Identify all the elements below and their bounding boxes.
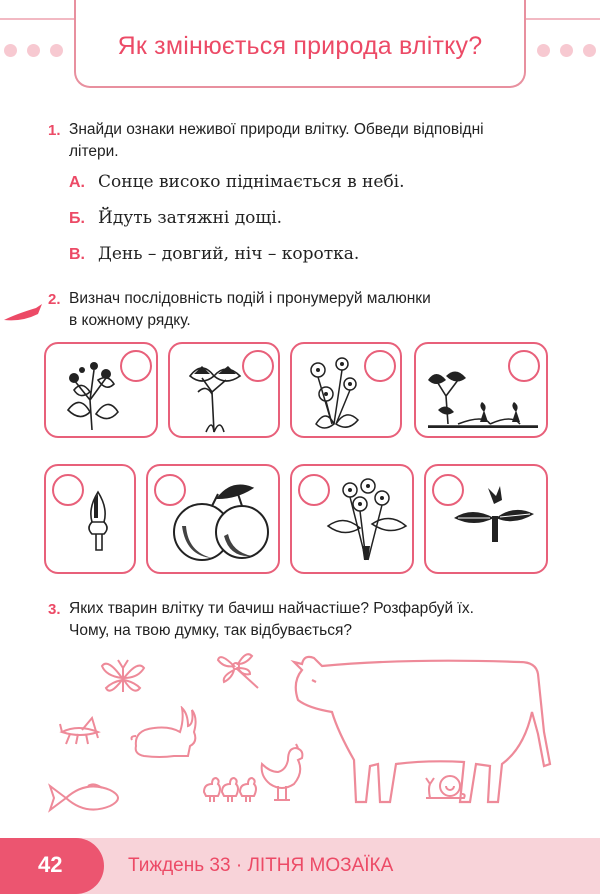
page-title: Як змінюється природа влітку? — [117, 32, 483, 60]
task2-text-line2: в кожному рядку. — [69, 312, 191, 329]
picture-card — [44, 342, 158, 438]
picture-card — [290, 464, 414, 574]
number-circle-input[interactable] — [120, 350, 152, 382]
decor-dot — [27, 44, 40, 57]
apple-bud-icon — [84, 488, 112, 554]
picture-card — [146, 464, 280, 574]
decor-dot — [583, 44, 596, 57]
footer-section: ЛІТНЯ МОЗАЇКА — [247, 855, 394, 876]
task3-text-line1: Яких тварин влітку ти бачиш найчастіше? Розфарбуй їх. — [69, 600, 474, 617]
chicks-icon[interactable] — [198, 772, 260, 804]
decor-dot — [50, 44, 63, 57]
option-a-text: Сонце високо піднімається в небі. — [98, 172, 405, 192]
task2-text-line1: Визнач послідовність подій і пронумеруй малюнки — [69, 290, 431, 307]
apple-leaf-bud-icon — [452, 484, 536, 550]
strawberry-seedling-icon — [184, 352, 246, 434]
fish-icon[interactable] — [48, 780, 130, 816]
footer-caption — [128, 855, 393, 877]
option-b-text: Йдуть затяжні дощі. — [98, 208, 283, 228]
header-title-box — [74, 0, 526, 88]
strawberry-runners-icon — [424, 366, 542, 432]
number-circle-input[interactable] — [242, 350, 274, 382]
picture-card — [168, 342, 280, 438]
decor-dot — [4, 44, 17, 57]
picture-card — [424, 464, 548, 574]
picture-card — [44, 464, 136, 574]
apple-blossom-icon — [326, 476, 408, 566]
grasshopper-icon[interactable] — [58, 716, 102, 746]
header-rule-left — [0, 18, 74, 20]
footer-week: Тиждень 33 — [128, 855, 231, 876]
cow-icon[interactable] — [288, 652, 558, 812]
number-circle-input[interactable] — [52, 474, 84, 506]
footer-separator: · — [235, 855, 243, 876]
apples-icon — [172, 476, 272, 568]
task1-number: 1. — [48, 122, 61, 139]
butterfly-icon[interactable] — [98, 656, 148, 698]
task3-number: 3. — [48, 601, 61, 618]
number-circle-input[interactable] — [364, 350, 396, 382]
picture-card — [414, 342, 548, 438]
option-a-letter[interactable]: А. — [69, 174, 85, 191]
option-c-text: День – довгий, ніч – коротка. — [98, 244, 360, 264]
rabbit-icon[interactable] — [130, 706, 200, 760]
dragonfly-icon[interactable] — [216, 650, 262, 692]
strawberry-plant-fruit-icon — [60, 350, 124, 434]
decor-dot — [560, 44, 573, 57]
header-rule-right — [526, 18, 600, 20]
option-c-letter[interactable]: В. — [69, 246, 85, 263]
pointer-arrow-icon — [2, 300, 46, 330]
task1-text-line2: літери. — [69, 143, 119, 160]
task2-number: 2. — [48, 291, 61, 308]
decor-dot — [537, 44, 550, 57]
task3-text-line2: Чому, на твою думку, так відбувається? — [69, 622, 353, 639]
picture-card — [290, 342, 402, 438]
page-number: 42 — [38, 852, 63, 877]
strawberry-flowering-icon — [302, 354, 368, 434]
option-b-letter[interactable]: Б. — [69, 210, 85, 227]
task1-text-line1: Знайди ознаки неживої природи влітку. Обведи відповідні — [69, 121, 484, 138]
